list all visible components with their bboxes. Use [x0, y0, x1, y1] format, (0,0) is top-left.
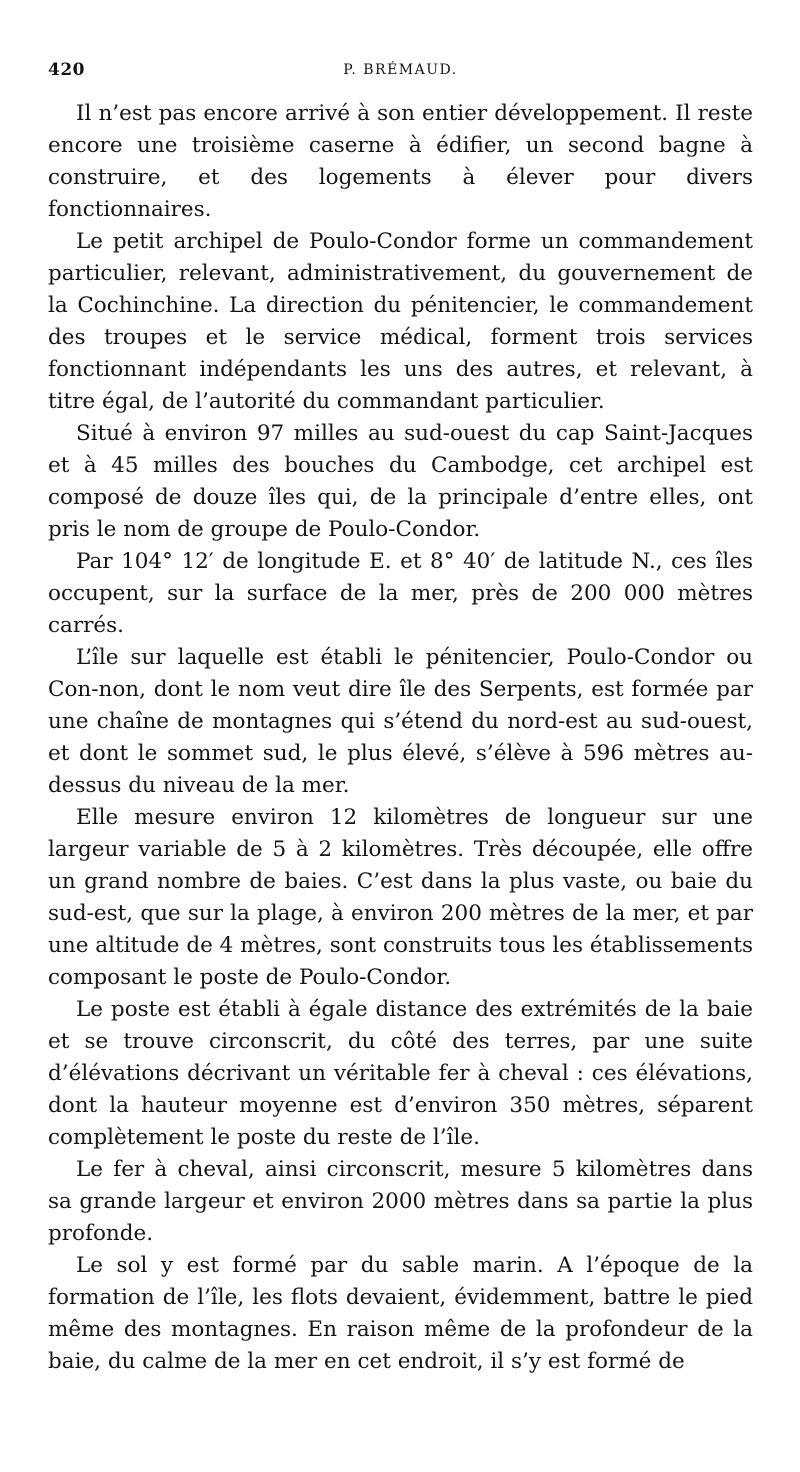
body-text: [48, 98, 753, 1378]
paragraph: L’île sur laquelle est établi le pénitencier, Poulo-Condor ou Con-non, dont le nom veut dire île des Serpents, est formée par une chaîne de montagnes qui s’étend du nord-est au sud-ouest, et dont le sommet sud, le plus élevé, s’élève à 596 mètres au-dessus du niveau de la mer.: [48, 645, 753, 798]
paragraph: Il n’est pas encore arrivé à son entier développement. Il reste encore une troisième caserne à édifier, un second bagne à construire, et des logements à élever pour divers fonctionnaires.: [48, 101, 753, 222]
paragraph: Le petit archipel de Poulo-Condor forme un commandement particulier, relevant, administrativement, du gouvernement de la Cochinchine. La direction du pénitencier, le commandement des troupes et le service médical, forment trois services fonctionnant indépendants les uns des autres, et relevant, à titre égal, de l’autorité du commandant particulier.: [48, 229, 753, 414]
paragraph: Le sol y est formé par du sable marin. A l’époque de la formation de l’île, les flots devaient, évidemment, battre le pied même des montagnes. En raison même de la profondeur de la baie, du calme de la mer en cet endroit, il s’y est formé de: [48, 1253, 753, 1374]
running-head: [48, 60, 753, 86]
running-head-author: P. BRÉMAUD.: [343, 62, 458, 78]
paragraph: Le fer à cheval, ainsi circonscrit, mesure 5 kilomètres dans sa grande largeur et environ 2000 mètres dans sa partie la plus profonde.: [48, 1157, 753, 1246]
paragraph: Par 104° 12′ de longitude E. et 8° 40′ de latitude N., ces îles occupent, sur la surface de la mer, près de 200 000 mètres carrés.: [48, 549, 753, 638]
paragraph: Elle mesure environ 12 kilomètres de longueur sur une largeur variable de 5 à 2 kilomètres. Très découpée, elle offre un grand nombre de baies. C’est dans la plus vaste, ou baie du sud-est, que sur la plage, à environ 200 mètres de la mer, et par une altitude de 4 mètres, sont construits tous les établissements composant le poste de Poulo-Condor.: [48, 805, 753, 990]
paragraph: Le poste est établi à égale distance des extrémités de la baie et se trouve circonscrit, du côté des terres, par une suite d’élévations décrivant un véritable fer à cheval : ces élévations, dont la hauteur moyenne est d’environ 350 mètres, séparent complètement le poste du reste de l’île.: [48, 997, 753, 1150]
paragraph: Situé à environ 97 milles au sud-ouest du cap Saint-Jacques et à 45 milles des bouches du Cambodge, cet archipel est composé de douze îles qui, de la principale d’entre elles, ont pris le nom de groupe de Poulo-Condor.: [48, 421, 753, 542]
page-number: 420: [48, 60, 85, 80]
